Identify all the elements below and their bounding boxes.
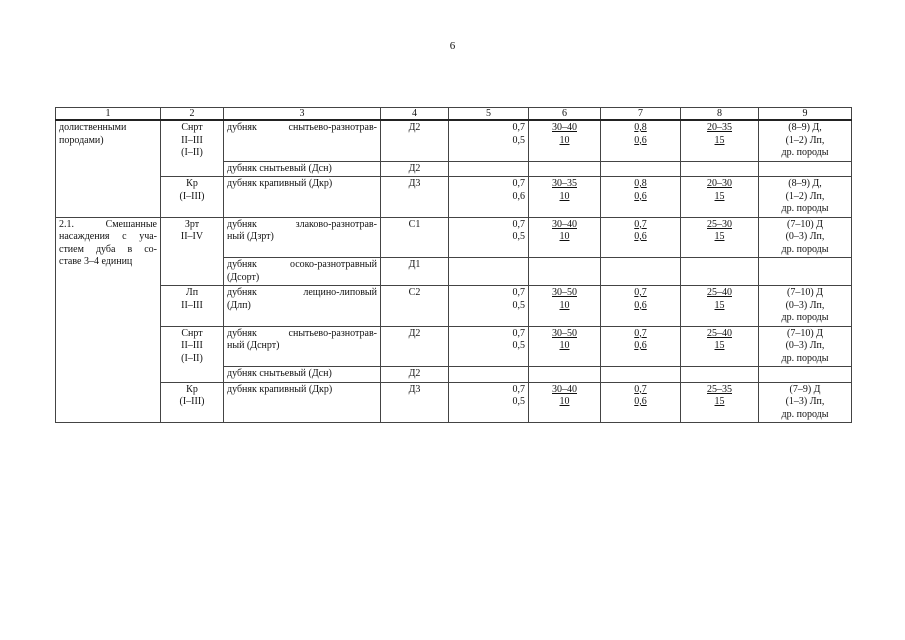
value-cell: 0,8 0,6 <box>601 177 681 218</box>
table-row <box>56 382 852 423</box>
composition-cell: (7–10) Д (0–3) Лп, др. породы <box>759 286 852 327</box>
value-cell: 30–40 10 <box>529 120 601 161</box>
value-cell: 30–40 10 <box>529 382 601 423</box>
value-cell <box>449 258 529 286</box>
code-cell: Д2 <box>381 120 449 161</box>
forest-type-cell: дубняк снытьево-разнотрав- ный (Дснрт) <box>224 326 381 367</box>
code-cell: С1 <box>381 217 449 258</box>
code-cell: Д3 <box>381 382 449 423</box>
value-cell: 25–40 15 <box>681 286 759 327</box>
forest-types-table <box>55 107 852 423</box>
code-cell: Д2 <box>381 367 449 383</box>
forest-type-cell: дубняк крапивный (Дкр) <box>224 382 381 423</box>
forest-type-cell: дубняк снытьево-разнотрав- <box>224 120 381 161</box>
value-cell: 0,7 0,5 <box>449 382 529 423</box>
value-cell <box>681 258 759 286</box>
column-header: 9 <box>759 108 852 121</box>
value-cell: 0,7 0,6 <box>601 286 681 327</box>
value-cell <box>449 161 529 177</box>
value-cell: 0,7 0,5 <box>449 286 529 327</box>
value-cell: 30–35 10 <box>529 177 601 218</box>
composition-cell: (7–10) Д (0–3) Лп, др. породы <box>759 326 852 367</box>
page-number: 6 <box>449 40 456 52</box>
value-cell <box>529 161 601 177</box>
value-cell: 0,7 0,6 <box>601 382 681 423</box>
code-cell: Д2 <box>381 326 449 367</box>
value-cell: 25–30 15 <box>681 217 759 258</box>
group-cell: долиственными породами) <box>56 120 161 217</box>
value-cell: 0,7 0,6 <box>601 217 681 258</box>
value-cell: 0,7 0,5 <box>449 326 529 367</box>
value-cell: 0,7 0,6 <box>601 326 681 367</box>
table-row <box>56 120 852 161</box>
code-cell: Д1 <box>381 258 449 286</box>
value-cell <box>601 258 681 286</box>
type-code-cell: Снрт II–III (I–II) <box>161 326 224 382</box>
value-cell: 20–30 15 <box>681 177 759 218</box>
value-cell: 30–50 10 <box>529 326 601 367</box>
value-cell: 0,8 0,6 <box>601 120 681 161</box>
table-row <box>56 217 852 258</box>
type-code-cell: Кр (I–III) <box>161 382 224 423</box>
value-cell: 30–50 10 <box>529 286 601 327</box>
composition-cell: (7–10) Д (0–3) Лп, др. породы <box>759 217 852 258</box>
value-cell: 30–40 10 <box>529 217 601 258</box>
forest-type-cell: дубняк снытьевый (Дсн) <box>224 367 381 383</box>
type-code-cell: Лп II–III <box>161 286 224 327</box>
column-header: 4 <box>381 108 449 121</box>
value-cell <box>601 161 681 177</box>
value-cell: 25–35 15 <box>681 382 759 423</box>
value-cell <box>529 367 601 383</box>
column-header: 1 <box>56 108 161 121</box>
value-cell <box>449 367 529 383</box>
table-row <box>56 326 852 367</box>
value-cell <box>601 367 681 383</box>
table-row <box>56 286 852 327</box>
composition-cell: (8–9) Д, (1–2) Лп, др. породы <box>759 177 852 218</box>
value-cell: 0,7 0,5 <box>449 217 529 258</box>
code-cell: С2 <box>381 286 449 327</box>
forest-type-cell: дубняк злаково-разнотрав- ный (Дзрт) <box>224 217 381 258</box>
column-header: 5 <box>449 108 529 121</box>
column-header: 8 <box>681 108 759 121</box>
value-cell: 0,7 0,5 <box>449 120 529 161</box>
column-header: 7 <box>601 108 681 121</box>
type-code-cell: Снрт II–III (I–II) <box>161 120 224 177</box>
composition-cell <box>759 258 852 286</box>
value-cell: 0,7 0,6 <box>449 177 529 218</box>
value-cell <box>681 367 759 383</box>
composition-cell <box>759 161 852 177</box>
code-cell: Д2 <box>381 161 449 177</box>
column-header: 3 <box>224 108 381 121</box>
group-cell: 2.1. Смешанные насаждения с уча- стием дуба в со- ставе 3–4 единиц <box>56 217 161 423</box>
value-cell <box>529 258 601 286</box>
value-cell <box>681 161 759 177</box>
forest-type-cell: дубняк лещино-липовый (Длп) <box>224 286 381 327</box>
value-cell: 20–35 15 <box>681 120 759 161</box>
column-header: 6 <box>529 108 601 121</box>
column-header: 2 <box>161 108 224 121</box>
table-header-row <box>56 108 852 121</box>
forest-type-cell: дубняк крапивный (Дкр) <box>224 177 381 218</box>
composition-cell <box>759 367 852 383</box>
value-cell: 25–40 15 <box>681 326 759 367</box>
type-code-cell: Зрт II–IV <box>161 217 224 286</box>
composition-cell: (8–9) Д, (1–2) Лп, др. породы <box>759 120 852 161</box>
forest-type-cell: дубняк осоко-разнотравный (Дсорт) <box>224 258 381 286</box>
code-cell: Д3 <box>381 177 449 218</box>
composition-cell: (7–9) Д (1–3) Лп, др. породы <box>759 382 852 423</box>
table-row <box>56 177 852 218</box>
type-code-cell: Кр (I–III) <box>161 177 224 218</box>
forest-type-cell: дубняк снытьевый (Дсн) <box>224 161 381 177</box>
